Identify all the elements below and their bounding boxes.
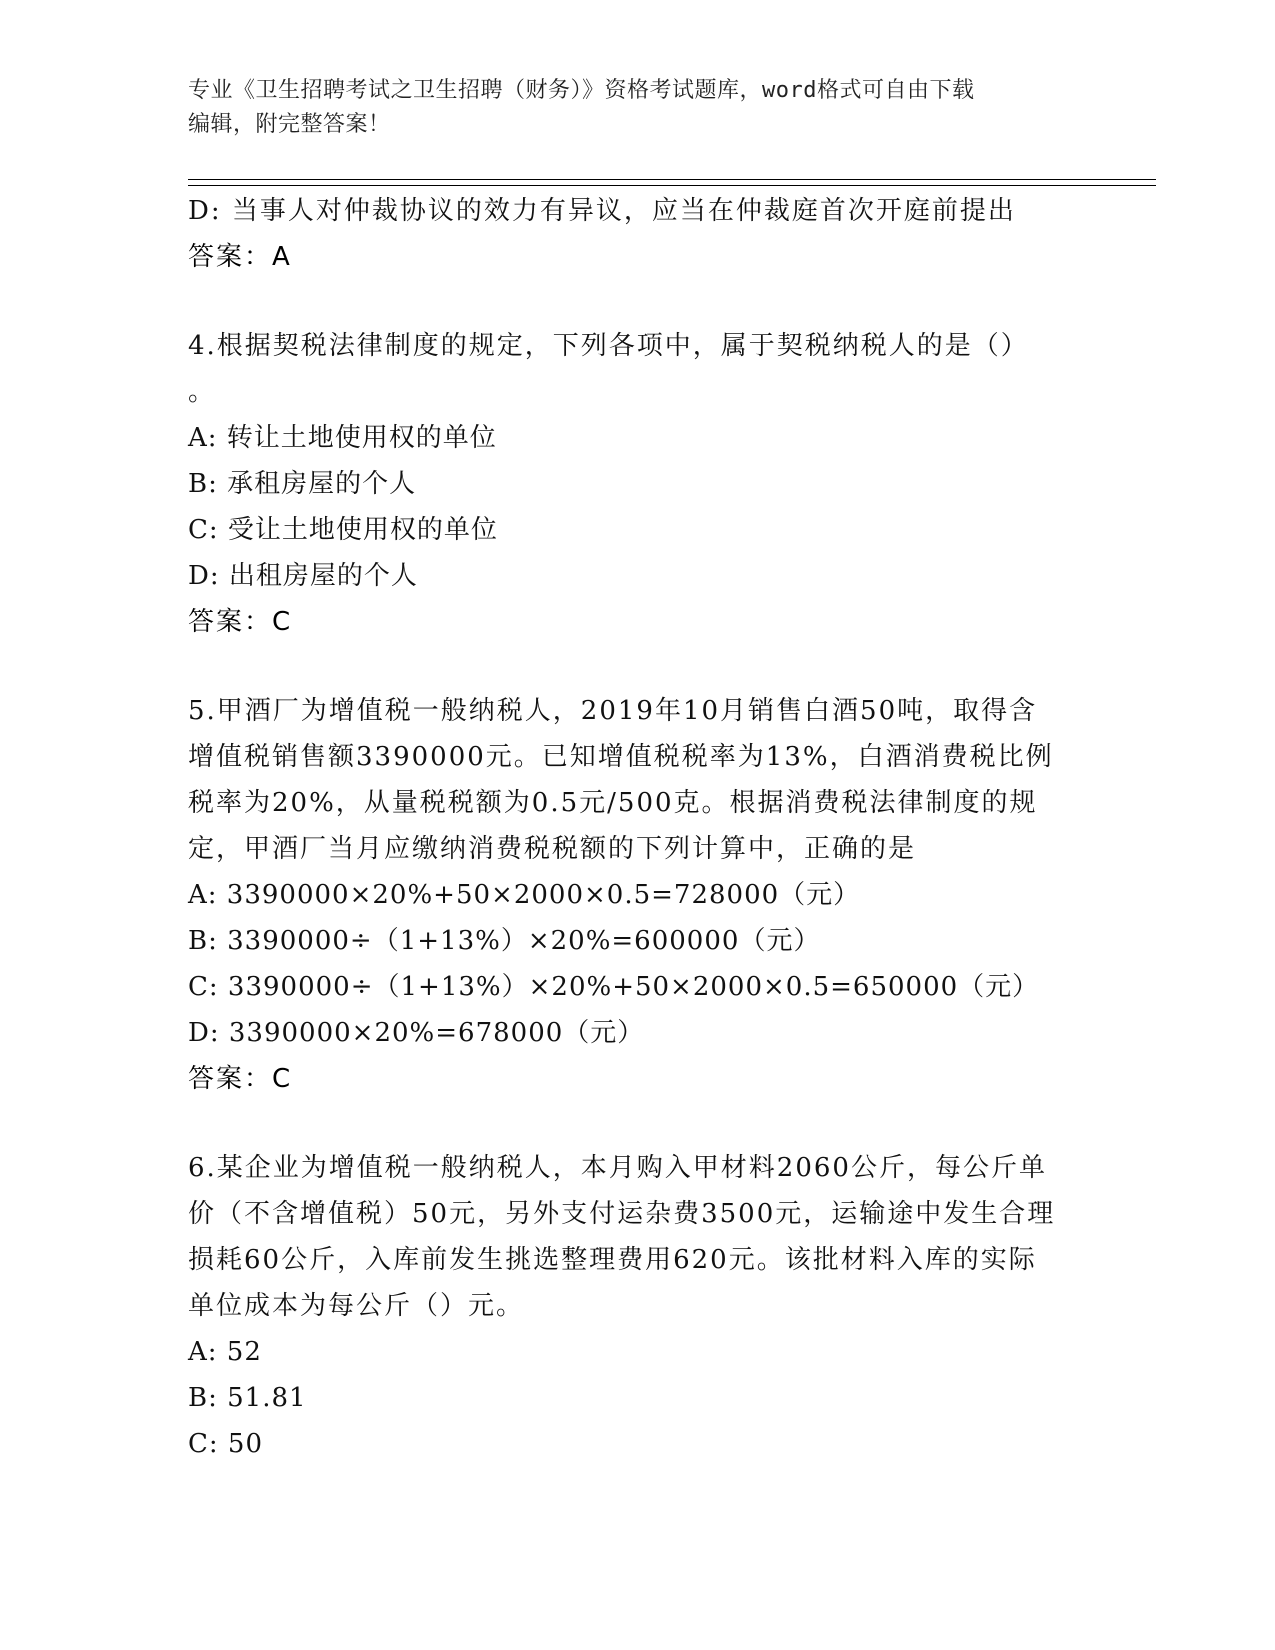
- question-stem-line: 定，甲酒厂当月应缴纳消费税税额的下列计算中，正确的是: [188, 834, 917, 864]
- header-rule-top: [188, 179, 1156, 180]
- option-c: C: 3390000÷（1+13%）×20%+50×2000×0.5=650000（元）: [188, 972, 1040, 1002]
- question-5: [188, 688, 1088, 1102]
- question-stem-line: 单位成本为每公斤（）元。: [188, 1291, 525, 1321]
- answer: 答案：C: [188, 607, 293, 637]
- question-stem-line: 。: [188, 377, 217, 407]
- option-a: A: 3390000×20%+50×2000×0.5=728000（元）: [188, 880, 861, 910]
- question-stem-line: 税率为20%，从量税税额为0.5元/500克。根据消费税法律制度的规: [188, 788, 1038, 818]
- question-stem-line: 价（不含增值税）50元，另外支付运杂费3500元，运输途中发生合理: [188, 1199, 1056, 1229]
- header-line-2: 编辑，附完整答案！: [188, 112, 391, 137]
- spacer: [188, 280, 1088, 323]
- option-b: B: 3390000÷（1+13%）×20%=600000（元）: [188, 926, 821, 956]
- question-stem-line: 5.甲酒厂为增值税一般纳税人，2019年10月销售白酒50吨，取得含: [188, 696, 1038, 726]
- option-b: B: 51.81: [188, 1383, 307, 1413]
- option-d: D: 3390000×20%=678000（元）: [188, 1018, 645, 1048]
- spacer: [188, 645, 1088, 688]
- question-stem-line: 6.某企业为增值税一般纳税人，本月购入甲材料2060公斤，每公斤单: [188, 1153, 1047, 1183]
- answer: 答案：C: [188, 1064, 293, 1094]
- option-b: B: 承租房屋的个人: [188, 469, 417, 499]
- option-a: A: 52: [188, 1337, 262, 1367]
- question-body: [188, 188, 1088, 1467]
- spacer: [188, 1102, 1088, 1145]
- header-rule-bottom: [188, 185, 1156, 186]
- option-d: D: 出租房屋的个人: [188, 561, 418, 591]
- prev-option-d: D: 当事人对仲裁协议的效力有异议，应当在仲裁庭首次开庭前提出: [188, 196, 1016, 226]
- option-c: C: 受让土地使用权的单位: [188, 515, 498, 545]
- option-c: C: 50: [188, 1429, 264, 1459]
- question-stem-line: 增值税销售额3390000元。已知增值税税率为13%，白酒消费税比例: [188, 742, 1054, 772]
- document-header: [188, 74, 1068, 142]
- question-stem-line: 损耗60公斤，入库前发生挑选整理费用620元。该批材料入库的实际: [188, 1245, 1037, 1275]
- prev-answer: 答案：A: [188, 242, 292, 272]
- question-6: [188, 1145, 1088, 1467]
- question-4: [188, 323, 1088, 645]
- header-line-1: 专业《卫生招聘考试之卫生招聘（财务）》资格考试题库，word格式可自由下载: [188, 78, 975, 103]
- question-stem-line: 4.根据契税法律制度的规定，下列各项中，属于契税纳税人的是（）: [188, 331, 1029, 361]
- option-a: A: 转让土地使用权的单位: [188, 423, 497, 453]
